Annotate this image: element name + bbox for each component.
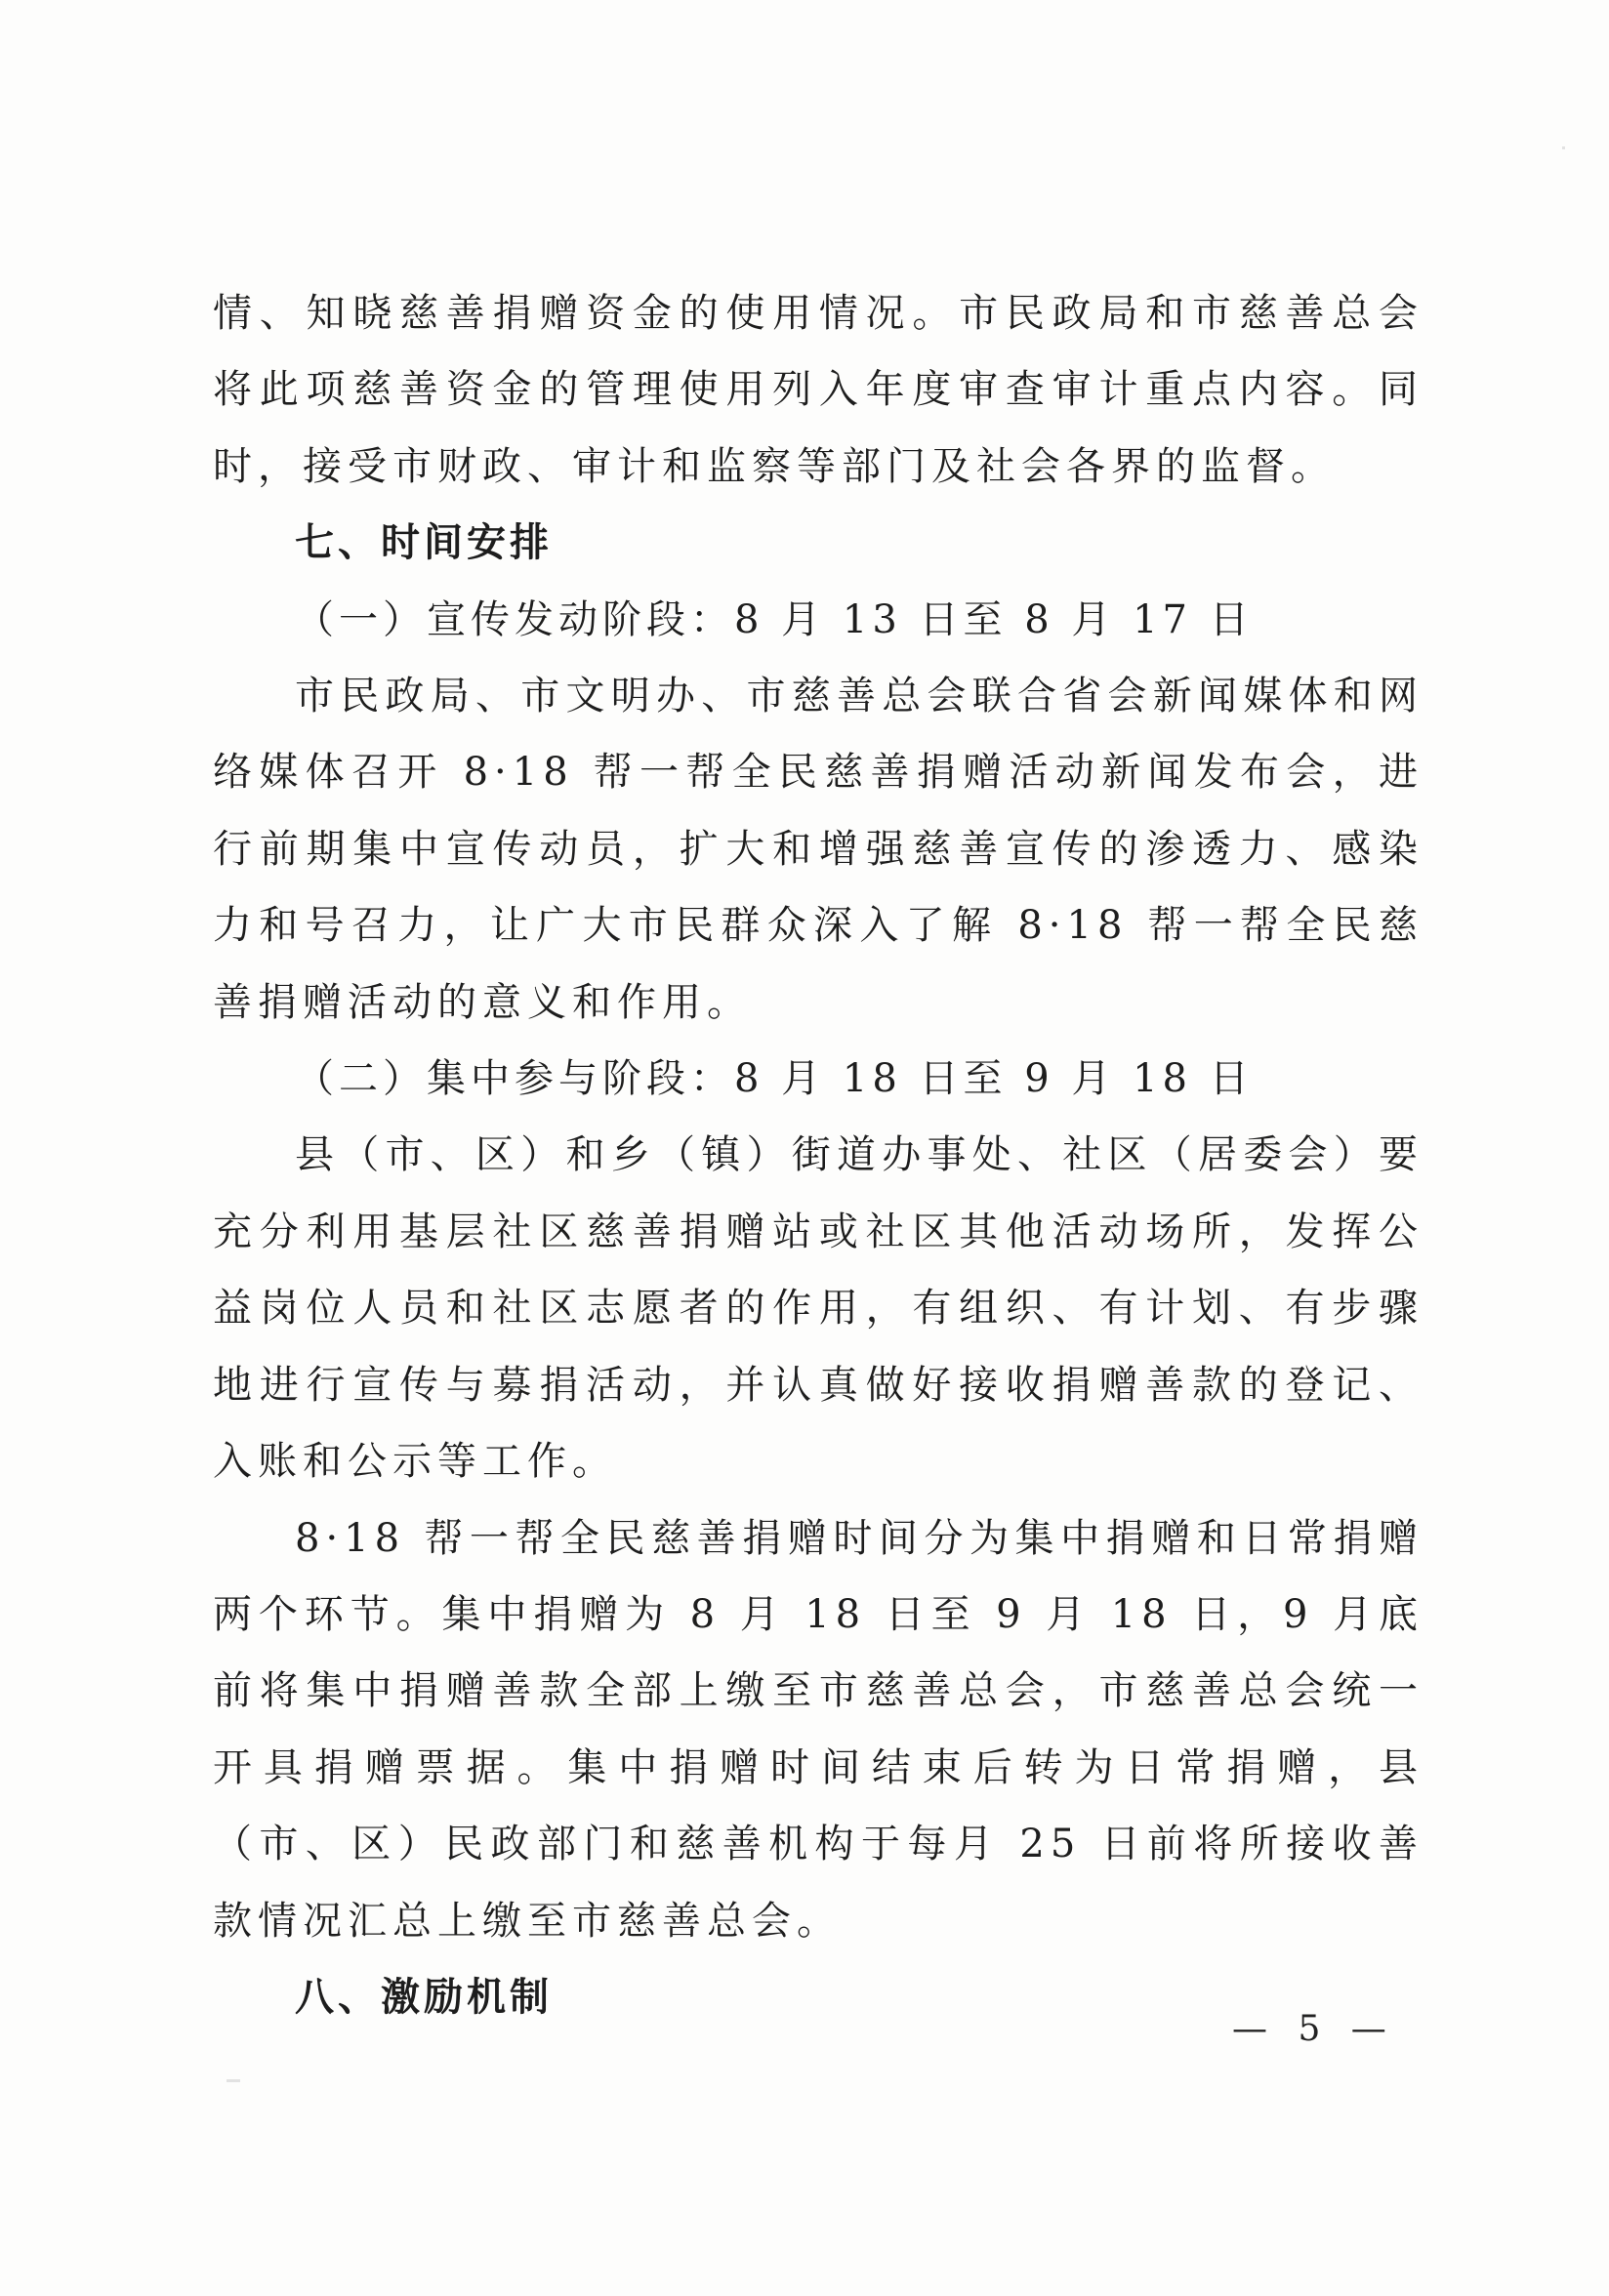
- section-7-2-title: （二）集中参与阶段：8 月 18 日至 9 月 18 日: [295, 1056, 1254, 1102]
- scan-speck: [227, 2079, 240, 2082]
- section-7-heading: 七、时间安排: [295, 520, 553, 566]
- scan-speck: [1562, 146, 1565, 149]
- document-body: [213, 275, 1423, 2035]
- section-7-2-paragraph-2: 8·18 帮一帮全民慈善捐赠时间分为集中捐赠和日常捐赠两个环节。集中捐赠为 8 月 18 日至 9 月 18 日，9 月底前将集中捐赠善款全部上缴至市慈善总会，市慈善总会统一开具捐赠票据。集中捐赠时间结束后转为日常捐赠，县（市、区）民政部门和慈善机构于每月 25 日前将所接收善款情况汇总上缴至市慈善总会。: [213, 1515, 1423, 1944]
- section-7-1-title: （一）宣传发动阶段：8 月 13 日至 8 月 17 日: [295, 596, 1254, 642]
- section-7-1-paragraph: 市民政局、市文明办、市慈善总会联合省会新闻媒体和网络媒体召开 8·18 帮一帮全民慈善捐赠活动新闻发布会，进行前期集中宣传动员，扩大和增强慈善宣传的渗透力、感染力和号召力，让广大市民群众深入了解 8·18 帮一帮全民慈善捐赠活动的意义和作用。: [213, 674, 1423, 1025]
- page-number: — 5 —: [1232, 2009, 1396, 2049]
- continuation-paragraph: 情、知晓慈善捐赠资金的使用情况。市民政局和市慈善总会将此项慈善资金的管理使用列入年度审查审计重点内容。同时，接受市财政、审计和监察等部门及社会各界的监督。: [213, 291, 1423, 489]
- section-7-2-paragraph-1: 县（市、区）和乡（镇）街道办事处、社区（居委会）要充分利用基层社区慈善捐赠站或社区其他活动场所，发挥公益岗位人员和社区志愿者的作用，有组织、有计划、有步骤地进行宣传与募捐活动，并认真做好接收捐赠善款的登记、入账和公示等工作。: [213, 1132, 1423, 1485]
- section-8-heading: 八、激励机制: [295, 1974, 553, 2020]
